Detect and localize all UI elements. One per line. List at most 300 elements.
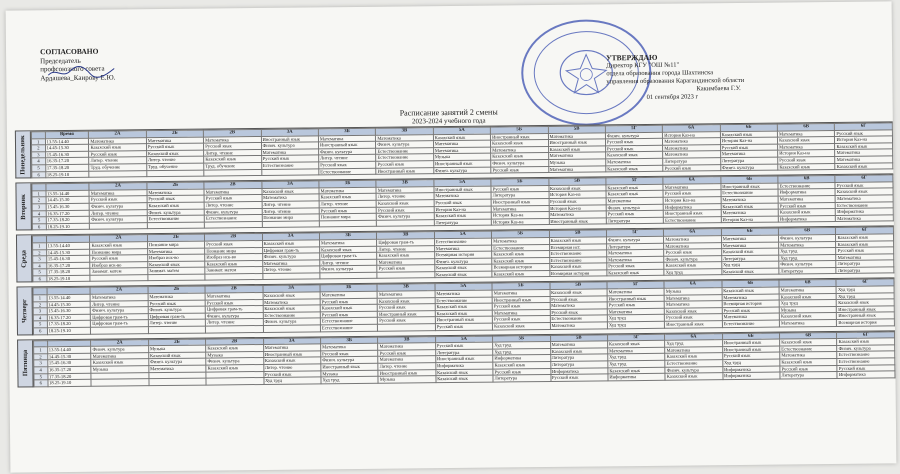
lesson-cell: Худ труд: [837, 293, 895, 300]
lesson-number: 1: [33, 295, 47, 302]
class-header-cell: 5Г: [607, 334, 664, 341]
lesson-cell: Математика: [722, 314, 779, 321]
lesson-cell: Худ труд: [837, 286, 895, 293]
lesson-cell: Всемирная история: [722, 300, 779, 307]
lesson-cell: Казахский язык: [436, 375, 493, 382]
class-header-cell: 3В: [377, 284, 434, 291]
lesson-cell: Математика: [721, 242, 778, 249]
lesson-time: 16.35-17.20: [46, 262, 90, 269]
lesson-cell: Иностранный язык: [837, 312, 895, 319]
lesson-number: 6: [33, 276, 47, 283]
lesson-cell: Естествознание: [376, 154, 433, 161]
lesson-cell: Естествознание: [261, 162, 318, 169]
lesson-cell: Цифровая грам-ть: [148, 313, 205, 320]
lesson-time: 18.25-19.10: [46, 275, 90, 282]
lesson-cell: Литература: [836, 267, 894, 274]
lesson-cell: Физич. культура: [720, 164, 777, 171]
lesson-cell: Математика: [318, 135, 375, 142]
lesson-cell: Музыка: [321, 370, 378, 377]
lesson-cell: Всемирная ист.: [549, 243, 606, 250]
lesson-cell: Познание мира: [205, 247, 262, 254]
lesson-cell: Физич. культура: [377, 213, 434, 220]
lesson-cell: [148, 274, 205, 281]
lesson-cell: Математика: [262, 260, 319, 267]
class-header-cell: 2В: [205, 286, 262, 293]
lesson-cell: Математика: [777, 130, 834, 137]
lesson-cell: Казахский язык: [435, 271, 492, 278]
signature-icon: [46, 64, 116, 79]
lesson-cell: [205, 273, 262, 280]
lesson-cell: Русский язык: [377, 206, 434, 213]
lesson-cell: Иностранный язык: [433, 160, 490, 167]
lesson-cell: История Каз-на: [491, 218, 548, 225]
lesson-cell: Информатика: [436, 362, 493, 369]
lesson-cell: [147, 222, 204, 229]
day-grid: [32, 227, 894, 283]
lesson-cell: Русский язык: [836, 247, 894, 254]
lesson-cell: Естествознание: [435, 297, 492, 304]
lesson-cell: Математика: [778, 195, 835, 202]
lesson-cell: Информатика: [550, 367, 607, 374]
lesson-cell: Информатика: [837, 371, 895, 378]
class-header-cell: 2А: [89, 131, 146, 138]
lesson-cell: Математика: [550, 322, 607, 329]
lesson-cell: Математика: [548, 132, 605, 139]
lesson-cell: Худ труд: [321, 376, 378, 383]
class-header-cell: 6В: [780, 332, 837, 339]
lesson-cell: Русский язык: [204, 195, 261, 202]
lesson-cell: Казахский язык: [206, 345, 263, 352]
lesson-cell: Математика: [663, 151, 720, 158]
lesson-cell: Естествознание: [780, 345, 837, 352]
day-block: [15, 121, 893, 178]
day-name: Понедельник: [19, 134, 27, 175]
lesson-cell: Казахский язык: [606, 191, 663, 198]
lesson-cell: Физич. культура: [434, 167, 491, 174]
lesson-cell: Занимат. матем: [148, 267, 205, 274]
class-header-cell: 6В: [779, 280, 836, 287]
lesson-cell: Естествознание: [721, 189, 778, 196]
lesson-cell: Физич. культура: [205, 312, 262, 319]
lesson-number: 3: [32, 204, 46, 211]
lesson-cell: Русский язык: [90, 255, 147, 262]
class-header-cell: 2А: [91, 339, 148, 346]
lesson-cell: Физич. культура: [491, 159, 548, 166]
lesson-cell: Иностранный язык: [378, 369, 435, 376]
lesson-cell: Естествознание: [147, 215, 204, 222]
lesson-cell: Худ труд: [264, 377, 321, 384]
class-header-cell: 6Б: [722, 333, 779, 340]
class-header-cell: 6Г: [836, 279, 894, 286]
lesson-cell: Казахский язык: [435, 310, 492, 317]
lesson-cell: [261, 168, 318, 175]
lesson-cell: Физич. культура: [90, 216, 147, 223]
lesson-cell: Информатика: [836, 208, 894, 215]
lesson-cell: Математика: [606, 158, 663, 165]
lesson-cell: Русский язык: [205, 299, 262, 306]
lesson-cell: Математика: [491, 205, 548, 212]
lesson-cell: Естествознание: [376, 147, 433, 154]
lesson-cell: Казахский язык: [721, 248, 778, 255]
lesson-cell: Литература: [491, 192, 548, 199]
lesson-cell: [147, 170, 204, 177]
lesson-cell: Всемирная история: [434, 251, 491, 258]
class-header-cell: 6А: [663, 125, 720, 132]
lesson-cell: Худ труд: [607, 321, 664, 328]
lesson-cell: Казахский язык: [493, 323, 550, 330]
lesson-cell: Физич. культура: [321, 357, 378, 364]
lesson-number: 1: [32, 190, 46, 197]
lesson-time: 13.55-14.40: [47, 346, 91, 353]
class-header-cell: 3В: [377, 232, 434, 239]
lesson-cell: Иностранный язык: [378, 311, 435, 318]
lesson-cell: Казахский язык: [492, 257, 549, 264]
lesson-cell: Русский язык: [835, 182, 893, 189]
lesson-cell: Математика: [835, 149, 893, 156]
lesson-cell: Русский язык: [606, 210, 663, 217]
lesson-cell: Казахский язык: [720, 131, 777, 138]
lesson-cell: Казахский язык: [205, 260, 262, 267]
lesson-number: 1: [33, 243, 47, 250]
lesson-cell: Русский язык: [148, 300, 205, 307]
lesson-cell: Математика: [319, 239, 376, 246]
lesson-cell: Естествознание: [722, 320, 779, 327]
lesson-cell: Русский язык: [835, 129, 893, 136]
lesson-time: 15.45-16.30: [46, 203, 90, 210]
lesson-time: 17.35-18.20: [46, 269, 90, 276]
lesson-cell: Математика: [91, 352, 148, 359]
lesson-cell: Русский язык: [435, 342, 492, 349]
lesson-cell: Русский язык: [664, 249, 721, 256]
day-name: Среда: [20, 249, 28, 268]
lesson-cell: Русский язык: [319, 161, 376, 168]
lesson-cell: Математика: [664, 301, 721, 308]
lesson-cell: Казахский язык: [146, 150, 203, 157]
lesson-cell: Физич. культура: [664, 255, 721, 262]
lesson-cell: История Каз-на: [549, 191, 606, 198]
class-header-cell: 5В: [550, 282, 607, 289]
lesson-cell: Физич. культура: [206, 358, 263, 365]
lesson-cell: Худ труд: [608, 360, 665, 367]
lesson-cell: Казахский язык: [778, 209, 835, 216]
lesson-cell: Математика: [607, 249, 664, 256]
lesson-cell: Математика: [377, 291, 434, 298]
lesson-cell: Математика: [321, 343, 378, 350]
lesson-number: 2: [32, 197, 46, 204]
lesson-cell: Казахский язык: [377, 297, 434, 304]
lesson-cell: Музыка: [378, 376, 435, 383]
lesson-number: 3: [33, 256, 47, 263]
lesson-cell: Физич. культура: [261, 142, 318, 149]
lesson-cell: Казахский язык: [436, 369, 493, 376]
lesson-cell: Информатика: [493, 355, 550, 362]
lesson-cell: Цифровая грам-ть: [91, 314, 148, 321]
lesson-time: 15.45-16.30: [47, 360, 91, 367]
lesson-time: 15.45-16.30: [46, 255, 90, 262]
lesson-cell: Русский язык: [261, 155, 318, 162]
lesson-number: 6: [34, 380, 48, 387]
lesson-cell: Казахский язык: [320, 305, 377, 312]
lesson-cell: Естествознание: [434, 238, 491, 245]
lesson-cell: Литература: [720, 157, 777, 164]
lesson-cell: Казахский язык: [433, 134, 490, 141]
lesson-number: 3: [33, 308, 47, 315]
lesson-cell: Литература: [435, 349, 492, 356]
lesson-cell: Информатика: [723, 372, 780, 379]
lesson-cell: [262, 221, 319, 228]
class-header-cell: 6В: [777, 123, 834, 130]
lesson-cell: Естествознание: [665, 360, 722, 367]
lesson-cell: Казахский язык: [835, 188, 893, 195]
lesson-cell: Казахский язык: [665, 308, 722, 315]
lesson-cell: Худ труд: [607, 315, 664, 322]
lesson-cell: Математика: [90, 294, 147, 301]
lesson-cell: Математика: [89, 189, 146, 196]
lesson-cell: Информатика: [778, 215, 835, 222]
day-label: [15, 131, 31, 178]
lesson-cell: Физич. культура: [149, 358, 206, 365]
lesson-cell: Естествознание: [664, 216, 721, 223]
class-header-cell: 6А: [664, 229, 721, 236]
day-block: [15, 174, 893, 231]
lesson-cell: Литер. чтение: [206, 319, 263, 326]
day-grid: [31, 122, 893, 178]
lesson-cell: Математика: [146, 137, 203, 144]
lesson-cell: Цифровая грам-ть: [377, 239, 434, 246]
lesson-cell: Математика: [664, 294, 721, 301]
lesson-cell: Казахский язык: [548, 146, 605, 153]
approval-right-line2: отдела образования города Шахтинска: [606, 69, 714, 78]
class-header-cell: 2В: [204, 129, 261, 136]
lesson-cell: Литература: [663, 158, 720, 165]
lesson-cell: Литература: [836, 260, 894, 267]
lesson-cell: Физич. культура: [320, 266, 377, 273]
day-block: [16, 226, 894, 283]
approval-right-line5: 01 сентября 2023 г: [646, 93, 699, 101]
lesson-cell: Математика: [435, 290, 492, 297]
lesson-cell: Физич. культура: [147, 209, 204, 216]
lesson-cell: Математика: [376, 134, 433, 141]
lesson-number: 1: [31, 138, 45, 145]
lesson-cell: Физич. культура: [779, 261, 836, 268]
lesson-cell: История Каз-на: [778, 150, 835, 157]
lesson-time: 17.35-18.20: [47, 321, 91, 328]
lesson-number: 2: [33, 301, 47, 308]
lesson-cell: Казахский язык: [263, 305, 320, 312]
lesson-cell: Казахский язык: [262, 188, 319, 195]
lesson-cell: Казахский язык: [836, 234, 894, 241]
lesson-cell: Иностранный язык: [722, 346, 779, 353]
lesson-cell: Казахский язык: [779, 293, 836, 300]
lesson-cell: Математика: [550, 302, 607, 309]
class-header-cell: 3В: [378, 336, 435, 343]
lesson-cell: Занимат. матем: [90, 268, 147, 275]
lesson-time: 18.25-19.10: [45, 171, 89, 178]
lesson-cell: Литер. чтение: [262, 201, 319, 208]
lesson-cell: История Каз-на: [663, 131, 720, 138]
day-grid: [33, 279, 895, 335]
class-header-cell: 5Г: [606, 230, 663, 237]
class-header-cell: 2Б: [148, 287, 205, 294]
lesson-cell: Казахский язык: [606, 165, 663, 172]
lesson-cell: Физич. культура: [148, 306, 205, 313]
lesson-cell: Информатика: [723, 366, 780, 373]
lesson-cell: Русский язык: [837, 364, 895, 371]
lesson-number: 3: [32, 152, 46, 159]
lesson-cell: Естествознание: [204, 215, 261, 222]
lesson-cell: Математика: [434, 192, 491, 199]
lesson-cell: Математика: [548, 165, 605, 172]
lesson-cell: Математика: [607, 288, 664, 295]
lesson-cell: [149, 378, 206, 385]
lesson-cell: Математика: [720, 150, 777, 157]
lesson-cell: Худ труд: [721, 261, 778, 268]
lesson-cell: Математика: [491, 146, 548, 153]
lesson-cell: История Каз-на: [549, 204, 606, 211]
lesson-cell: Казахский язык: [835, 143, 893, 150]
lesson-cell: Математика: [434, 245, 491, 252]
lesson-cell: Математика: [836, 254, 894, 261]
class-header-cell: 6Б: [721, 176, 778, 183]
lesson-cell: Математика: [492, 309, 549, 316]
lesson-time: 16.35-17.20: [47, 314, 91, 321]
lesson-cell: Математика: [722, 294, 779, 301]
lesson-cell: Казахский язык: [90, 242, 147, 249]
lesson-cell: Естествознание: [836, 201, 894, 208]
lesson-cell: Физич. культура: [605, 132, 662, 139]
lesson-cell: Литер. чтение: [89, 157, 146, 164]
lesson-cell: Музыка: [148, 345, 205, 352]
lesson-cell: Математика: [377, 258, 434, 265]
lesson-cell: Цифровая грам-ть: [320, 252, 377, 259]
lesson-cell: Русский язык: [491, 185, 548, 192]
lesson-cell: Музыка: [548, 159, 605, 166]
lesson-cell: Всемирная история: [492, 264, 549, 271]
day-label: [17, 288, 33, 335]
lesson-cell: Казахский язык: [491, 140, 548, 147]
lesson-time: 18.25-19.10: [48, 379, 92, 386]
lesson-cell: Физич. культура: [665, 366, 722, 373]
class-header-cell: 2В: [205, 234, 262, 241]
lesson-cell: Математика: [721, 235, 778, 242]
approval-left-title: СОГЛАСОВАНО: [39, 46, 99, 57]
class-header-cell: 5Б: [492, 283, 549, 290]
class-header-cell: 6Б: [721, 228, 778, 235]
lesson-cell: Математика: [664, 242, 721, 249]
lesson-cell: Русский язык: [378, 304, 435, 311]
lesson-cell: Математика: [147, 189, 204, 196]
lesson-cell: Естествознание: [319, 168, 376, 175]
lesson-cell: Иностранный язык: [837, 306, 895, 313]
class-header-cell: 6Г: [837, 331, 895, 338]
class-header-cell: 3А: [263, 285, 320, 292]
class-header-cell: 3А: [262, 233, 319, 240]
lesson-cell: Труд. обучение: [146, 163, 203, 170]
day-label: [15, 184, 31, 231]
class-header-cell: 5А: [434, 231, 491, 238]
lesson-cell: Естествознание: [492, 244, 549, 251]
lesson-cell: [377, 272, 434, 279]
lesson-cell: Иностранный язык: [491, 133, 548, 140]
lesson-cell: Естествознание: [549, 250, 606, 257]
lesson-cell: Физич. культура: [204, 208, 261, 215]
lesson-number: 4: [34, 367, 48, 374]
lesson-time: 17.35-18.20: [45, 164, 89, 171]
lesson-cell: Русский язык: [493, 368, 550, 375]
lesson-cell: Русский язык: [605, 138, 662, 145]
lesson-cell: [148, 326, 205, 333]
lesson-cell: Музыка: [433, 153, 490, 160]
lesson-cell: Иностранный язык: [665, 321, 722, 328]
class-header-cell: 3Б: [318, 128, 375, 135]
lesson-cell: Математика: [663, 144, 720, 151]
lesson-cell: Литер. чтение: [204, 201, 261, 208]
lesson-cell: Литер. чтение: [90, 209, 147, 216]
lesson-number: 2: [34, 354, 48, 361]
lesson-time: 14.45-15.30: [45, 144, 89, 151]
lesson-cell: Русский язык: [722, 307, 779, 314]
lesson-cell: Казахский язык: [722, 287, 779, 294]
day-name: Пятница: [21, 349, 29, 377]
lesson-cell: [90, 222, 147, 229]
lesson-cell: Музыка: [664, 288, 721, 295]
lesson-cell: Изобраз иск-во: [205, 254, 262, 261]
lesson-cell: Казахский язык: [376, 200, 433, 207]
day-grid: [33, 331, 895, 387]
lesson-cell: Математика: [836, 195, 894, 202]
lesson-cell: Физич. культура: [263, 318, 320, 325]
lesson-cell: Казахский язык: [491, 153, 548, 160]
lesson-cell: Русский язык: [320, 311, 377, 318]
lesson-cell: Математика: [262, 194, 319, 201]
lesson-cell: Естествознание: [320, 324, 377, 331]
lesson-cell: [90, 275, 147, 282]
class-header-cell: 3Б: [320, 285, 377, 292]
lesson-cell: Математика: [778, 143, 835, 150]
lesson-number: 5: [32, 217, 46, 224]
lesson-cell: Русский язык: [263, 370, 320, 377]
class-header-cell: 3Б: [320, 337, 377, 344]
lesson-cell: Казахский язык: [148, 261, 205, 268]
class-header-cell: 5Б: [493, 335, 550, 342]
day-block: [16, 278, 894, 335]
class-header-cell: 6А: [664, 281, 721, 288]
class-header-cell: 2А: [90, 235, 147, 242]
lesson-cell: Литер. чтение: [376, 193, 433, 200]
lesson-cell: Математика: [663, 138, 720, 145]
lesson-cell: Информатика: [778, 189, 835, 196]
lesson-cell: Изобраз иск-во: [90, 261, 147, 268]
lesson-cell: Музыка: [206, 351, 263, 358]
lesson-cell: Казахский язык: [492, 251, 549, 258]
class-header-cell: 2В: [204, 182, 261, 189]
lesson-cell: История Каз-на: [434, 206, 491, 213]
class-header-cell: 5А: [435, 284, 492, 291]
lesson-cell: Русский язык: [665, 314, 722, 321]
lesson-cell: Русский язык: [377, 265, 434, 272]
lesson-cell: Труд. обучение: [89, 164, 146, 171]
lesson-cell: Русский язык: [89, 196, 146, 203]
class-header-cell: 6Б: [720, 124, 777, 131]
lesson-cell: [206, 378, 263, 385]
class-header-cell: 5Г: [606, 177, 663, 184]
lesson-cell: Казахский язык: [837, 299, 895, 306]
approval-right-line4: Какимбаева Г.У.: [696, 84, 741, 93]
lesson-cell: Литер. чтение: [377, 245, 434, 252]
lesson-cell: Физич. культура: [837, 345, 895, 352]
lesson-cell: Русский язык: [492, 303, 549, 310]
lesson-cell: Русский язык: [722, 352, 779, 359]
